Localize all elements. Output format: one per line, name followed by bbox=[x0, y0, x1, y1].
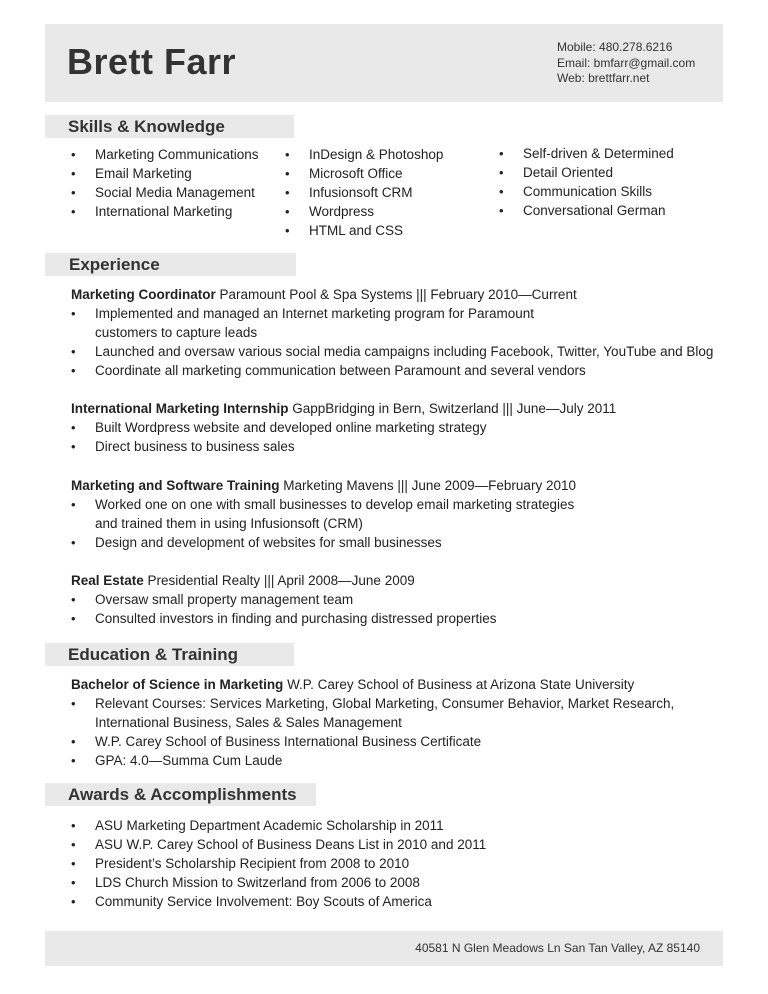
list-item: • Wordpress bbox=[285, 202, 443, 221]
list-item: • Launched and oversaw various social media campaigns including Facebook, Twitter, YouTube and Blog bbox=[71, 342, 713, 361]
job-role: International Marketing Internship bbox=[71, 401, 289, 416]
skills-list-1 bbox=[71, 145, 259, 221]
list-item: • Relevant Courses: Services Marketing, Global Marketing, Consumer Behavior, Market Research, bbox=[71, 694, 674, 713]
contact-web: Web: brettfarr.net bbox=[557, 71, 650, 85]
list-item: • Design and development of websites for small businesses bbox=[71, 533, 574, 552]
education-bullets bbox=[71, 694, 674, 770]
list-item: • Coordinate all marketing communication between Paramount and several vendors bbox=[71, 361, 713, 380]
list-item: • W.P. Carey School of Business International Business Certificate bbox=[71, 732, 674, 751]
job-role: Marketing and Software Training bbox=[71, 478, 280, 493]
list-item: • Community Service Involvement: Boy Scouts of America bbox=[71, 892, 486, 911]
skills-section-title: Skills & Knowledge bbox=[68, 117, 225, 136]
list-item: • Oversaw small property management team bbox=[71, 590, 496, 609]
list-item: • Direct business to business sales bbox=[71, 437, 486, 456]
list-item: • Worked one on one with small businesses to develop email marketing strategies bbox=[71, 495, 574, 514]
list-item: • Infusionsoft CRM bbox=[285, 183, 443, 202]
contact-email: Email: bmfarr@gmail.com bbox=[557, 55, 696, 70]
job-detail: Marketing Mavens ||| June 2009—February 2010 bbox=[279, 478, 576, 493]
list-item: • International Marketing bbox=[71, 202, 259, 221]
list-item: • Self-driven & Determined bbox=[499, 144, 674, 163]
list-item: • Microsoft Office bbox=[285, 164, 443, 183]
experience-section-title: Experience bbox=[69, 255, 160, 274]
job-heading bbox=[71, 571, 415, 590]
list-item-continuation: and trained them in using Infusionsoft (CRM) bbox=[95, 516, 363, 531]
job-detail: Presidential Realty ||| April 2008—June 2009 bbox=[143, 573, 415, 588]
list-item-continuation: International Business, Sales & Sales Management bbox=[95, 715, 402, 730]
list-item: • Email Marketing bbox=[71, 164, 259, 183]
list-item: • Consulted investors in finding and purchasing distressed properties bbox=[71, 609, 496, 628]
contact-info bbox=[557, 40, 695, 87]
list-item: • LDS Church Mission to Switzerland from 2006 to 2008 bbox=[71, 873, 486, 892]
job-detail: Paramount Pool & Spa Systems ||| February 2010—Current bbox=[215, 287, 577, 302]
degree-name: Bachelor of Science in Marketing bbox=[71, 677, 284, 692]
job-heading bbox=[71, 285, 577, 304]
school-name: W.P. Carey School of Business at Arizona State University bbox=[283, 677, 635, 692]
list-item: • HTML and CSS bbox=[285, 221, 443, 240]
list-item: • President’s Scholarship Recipient from 2008 to 2010 bbox=[71, 854, 486, 873]
job-bullets bbox=[71, 495, 574, 552]
job-detail: GappBridging in Bern, Switzerland ||| June—July 2011 bbox=[288, 401, 617, 416]
resume-name: Brett Farr bbox=[67, 41, 237, 82]
list-item: • Detail Oriented bbox=[499, 163, 674, 182]
list-item: • Communication Skills bbox=[499, 182, 674, 201]
degree-heading bbox=[71, 675, 634, 694]
list-item: • Social Media Management bbox=[71, 183, 259, 202]
job-role: Real Estate bbox=[71, 573, 144, 588]
contact-mobile: Mobile: 480.278.6216 bbox=[557, 40, 673, 54]
list-item: • Marketing Communications bbox=[71, 145, 259, 164]
awards-section-title: Awards & Accomplishments bbox=[68, 785, 297, 804]
education-section-title: Education & Training bbox=[68, 645, 239, 664]
list-item: • Conversational German bbox=[499, 201, 674, 220]
awards-bullets bbox=[71, 816, 486, 911]
list-item: • Implemented and managed an Internet marketing program for Paramount bbox=[71, 304, 713, 323]
list-item: • ASU Marketing Department Academic Scholarship in 2011 bbox=[71, 816, 486, 835]
list-item: • ASU W.P. Carey School of Business Deans List in 2010 and 2011 bbox=[71, 835, 486, 854]
skills-list-3 bbox=[499, 144, 674, 220]
job-bullets bbox=[71, 304, 713, 380]
list-item: • InDesign & Photoshop bbox=[285, 145, 443, 164]
job-heading bbox=[71, 399, 616, 418]
skills-list-2 bbox=[285, 145, 443, 240]
job-bullets bbox=[71, 418, 486, 456]
job-heading bbox=[71, 476, 576, 495]
list-item: • GPA: 4.0—Summa Cum Laude bbox=[71, 751, 674, 770]
job-role: Marketing Coordinator bbox=[71, 287, 216, 302]
footer-address: 40581 N Glen Meadows Ln San Tan Valley, AZ 85140 bbox=[415, 941, 700, 955]
list-item: • Built Wordpress website and developed online marketing strategy bbox=[71, 418, 486, 437]
job-bullets bbox=[71, 590, 496, 628]
list-item-continuation: customers to capture leads bbox=[95, 325, 258, 340]
